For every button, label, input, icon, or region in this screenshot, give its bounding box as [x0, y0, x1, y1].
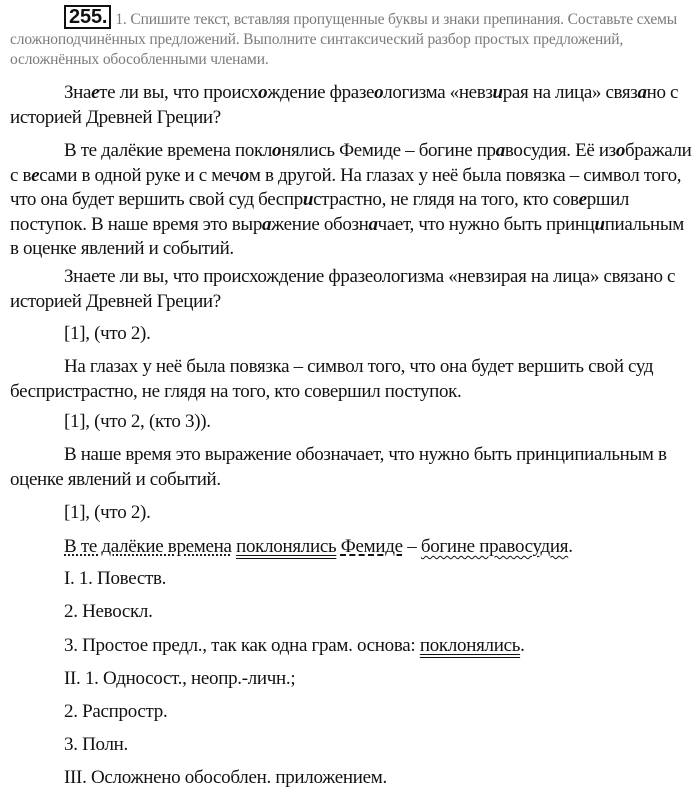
task-number-badge: 255. — [64, 5, 111, 29]
inserted-letter: и — [302, 189, 314, 210]
inserted-letter: и — [492, 82, 503, 103]
analysis-sentence-1: Знаете ли вы, что происхождение фразеологизма «невзирая на лица» связано с историей Древней Греции? — [10, 266, 676, 312]
parsed-sentence — [64, 535, 573, 559]
text-fragment: Зна — [64, 82, 92, 103]
task-instruction — [10, 5, 696, 70]
parse-point-text: 3. Простое предл., так как одна грам. основа: — [64, 635, 420, 656]
sentence-end: . — [568, 536, 573, 557]
parse-point-ii-2: 2. Распростр. — [64, 701, 168, 722]
inserted-letter: и — [594, 213, 605, 235]
parse-point-end: . — [520, 635, 525, 656]
text-fragment: те ли вы, что происх — [99, 82, 259, 103]
scheme-3: [1], (что 2). — [64, 502, 151, 523]
inserted-letter: а — [637, 82, 647, 103]
inserted-letter: о — [258, 82, 268, 103]
inserted-letter: а — [495, 140, 505, 161]
inserted-letter: о — [272, 140, 282, 161]
text-fragment: но с историей Древней Греции? — [10, 82, 679, 128]
dash: – — [407, 536, 417, 557]
text-fragment: нялись Фемиде – богине пр — [281, 140, 496, 161]
inserted-letter: а — [261, 213, 272, 235]
inserted-letter: е — [91, 82, 100, 103]
inserted-letter: о — [615, 140, 625, 161]
text-fragment: сами в одной руке и с меч — [39, 164, 240, 186]
parse-point-iii: III. Осложнено обособлен. приложением. — [64, 767, 387, 788]
task-instruction-text: 1. Спишите текст, вставляя пропущенные буквы и знаки препинания. Составьте схемы сложноподчинённых предложений. Выполните синтаксический разбор простых предложений, осложнённых обособленными членами. — [10, 11, 678, 68]
parse-point-i-3 — [64, 634, 525, 658]
text-fragment: В те далёкие времена покл — [64, 140, 273, 161]
parse-point-ii-3: 3. Полн. — [64, 734, 128, 755]
text-fragment: ждение фразе — [267, 82, 375, 103]
analysis-sentence-3: В наше время это выражение обозначает, что нужно быть принципиальным в оценке явлений и событий. — [10, 444, 667, 490]
adverbial-modifier: В те далёкие времена — [64, 536, 232, 557]
predicate: поклонялись — [236, 536, 337, 557]
analysis-sentence-2: На глазах у неё была повязка – символ того, что она будет вершить свой суд беспристрастно, не глядя на того, кто совершил поступок. — [10, 356, 654, 402]
parse-point-ii-1: II. 1. Односост., неопр.-личн.; — [64, 668, 296, 689]
apposition: богине правосудия — [420, 536, 569, 557]
text-fragment: м в другой. На глазах у неё была повязка – символ того, что она будет вершить свой суд беспр — [10, 164, 682, 210]
text-fragment: рая на лица» связ — [502, 82, 638, 103]
text-fragment: бражали с в — [10, 140, 692, 186]
inserted-letter: е — [578, 189, 587, 210]
parse-point-i-1: I. 1. Повеств. — [64, 568, 167, 589]
text-fragment: восудия. Её из — [504, 140, 616, 161]
grammatical-base: поклонялись — [419, 635, 521, 656]
inserted-letter: е — [31, 164, 40, 186]
text-fragment: логизма «невз — [383, 82, 493, 103]
scheme-1: [1], (что 2). — [64, 323, 151, 344]
inserted-letter: а — [368, 213, 378, 235]
object: Фемиде — [340, 536, 403, 557]
text-fragment: страстно, не глядя на того, кто сов — [313, 189, 579, 210]
text-fragment: чает, что нужно быть принц — [377, 213, 595, 235]
text-fragment: жение обозн — [271, 213, 369, 235]
paragraph-1-with-insertions — [10, 81, 696, 130]
parse-point-i-2: 2. Невоскл. — [64, 601, 153, 622]
scheme-2: [1], (что 2, (кто 3)). — [64, 411, 211, 432]
inserted-letter: о — [374, 82, 384, 103]
text-fragment: пиальным в оценке явлений и событий. — [10, 213, 684, 259]
inserted-letter: о — [239, 164, 249, 186]
text-fragment: ршил поступок. В наше время это выр — [10, 189, 630, 235]
paragraph-2-with-insertions — [10, 139, 696, 262]
